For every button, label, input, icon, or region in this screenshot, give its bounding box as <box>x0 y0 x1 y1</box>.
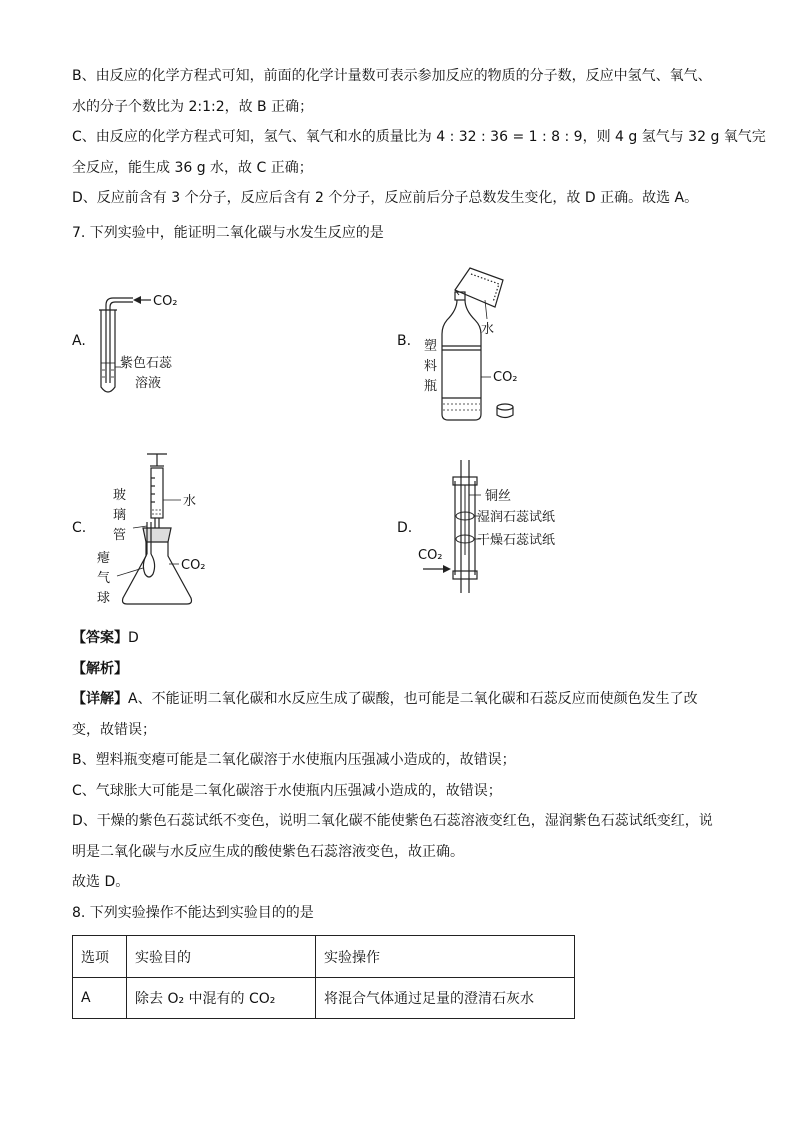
option-b-figure <box>415 262 540 427</box>
balloon-label-2: 气 <box>97 571 111 586</box>
gas-label: CO₂ <box>153 294 178 309</box>
option-d-figure <box>415 455 575 600</box>
syringe-water <box>152 510 162 514</box>
tube-label-3: 管 <box>113 528 127 543</box>
question-7-stem: 7. 下列实验中，能证明二氧化碳与水发生反应的是 <box>72 225 384 241</box>
water-label: 水 <box>481 322 495 337</box>
gas-label: CO₂ <box>493 370 518 385</box>
gas-label: CO₂ <box>418 548 443 563</box>
dry-label: 干燥石蕊试纸 <box>477 533 556 548</box>
detail-d-line1: D、干燥的紫色石蕊试纸不变色，说明二氧化碳不能使紫色石蕊溶液变红色，湿润紫色石蕊试纸变红，说 <box>72 813 713 829</box>
syringe <box>147 454 167 528</box>
explanation-c-line1: C、由反应的化学方程式可知，氢气、氧气和水的质量比为 4 : 32 : 36 = 1 : 8 : 9，则 4 g 氢气与 32 g 氧气完 <box>72 129 766 145</box>
bottle-water <box>443 404 480 410</box>
explanation-top <box>72 61 766 214</box>
balloon-pointer <box>117 568 143 576</box>
cell-purpose: 除去 O₂ 中混有的 CO₂ <box>127 978 316 1019</box>
gas-label: CO₂ <box>181 558 206 573</box>
beaker-icon <box>455 268 503 307</box>
conclusion: 故选 D。 <box>72 874 130 890</box>
bottle-cap <box>497 404 513 418</box>
cell-option: A <box>73 978 127 1019</box>
liquid-label-2: 溶液 <box>135 376 162 391</box>
arrow-icon <box>133 296 151 304</box>
balloon-label-1: 瘪 <box>97 551 111 566</box>
explanation-b-line1: B、由反应的化学方程式可知，前面的化学计量数可表示参加反应的物质的分子数，反应中氢气、氧气、 <box>72 68 712 84</box>
conical-flask <box>123 542 192 604</box>
wet-label: 湿润石蕊试纸 <box>477 510 556 525</box>
header-operation: 实验操作 <box>316 936 575 978</box>
bottle-label-3: 瓶 <box>424 379 438 394</box>
plastic-bottle <box>442 292 481 420</box>
detail-label: 【详解】 <box>72 691 128 707</box>
detail-c: C、气球胀大可能是二氧化碳溶于水使瓶内压强减小造成的，故错误； <box>72 782 502 799</box>
tube-label-1: 玻 <box>113 488 127 503</box>
option-b-letter: B. <box>397 333 412 349</box>
detail-d-line2: 明是二氧化碳与水反应生成的酸使紫色石蕊溶液变色，故正确。 <box>72 843 464 860</box>
liquid-level <box>101 363 115 377</box>
wire-label: 铜丝 <box>485 489 512 504</box>
detail-a-line2: 变，故错误； <box>72 721 156 738</box>
water-label: 水 <box>183 494 197 509</box>
detail-a-text: A、不能证明二氧化碳和水反应生成了碳酸，也可能是二氧化碳和石蕊反应而使颜色发生了改 <box>128 691 698 707</box>
answer-value: D <box>128 630 139 646</box>
question-8-stem: 8. 下列实验操作不能达到实验目的的是 <box>72 904 314 921</box>
detail-b: B、塑料瓶变瘪可能是二氧化碳溶于水使瓶内压强减小造成的，故错误； <box>72 752 516 768</box>
option-a-letter: A. <box>72 333 86 349</box>
answer-section <box>72 623 722 928</box>
table-header-row <box>73 936 575 978</box>
experiment-table <box>72 935 575 1019</box>
test-tube <box>99 310 117 392</box>
header-option: 选项 <box>73 936 127 978</box>
explanation-d-line: D、反应前含有 3 个分子，反应后含有 2 个分子，反应前后分子总数发生变化，故 D 正确。故选 A。 <box>72 190 699 206</box>
explanation-c-line2: 全反应，能生成 36 g 水，故 C 正确； <box>72 159 313 176</box>
answer-label: 【答案】 <box>72 630 128 646</box>
bottle-label-1: 塑 <box>424 339 438 354</box>
liquid-label-1: 紫色石蕊 <box>120 356 173 371</box>
cell-operation: 将混合气体通过足量的澄清石灰水 <box>316 978 575 1019</box>
bottle-label-2: 料 <box>424 359 438 374</box>
header-purpose: 实验目的 <box>127 936 316 978</box>
detail-a-line1 <box>72 684 722 715</box>
option-a-figure <box>95 285 205 400</box>
option-c-figure <box>95 448 225 613</box>
analysis-label: 【解析】 <box>72 660 128 677</box>
answer-line <box>72 623 722 654</box>
balloon-label-3: 球 <box>97 591 111 606</box>
explanation-b-line2: 水的分子个数比为 2:1:2，故 B 正确； <box>72 98 314 115</box>
option-d-letter: D. <box>397 520 413 536</box>
option-c-letter: C. <box>72 520 87 536</box>
arrow-icon <box>423 565 451 573</box>
tube-label-2: 璃 <box>113 508 127 523</box>
table-row <box>73 978 575 1019</box>
